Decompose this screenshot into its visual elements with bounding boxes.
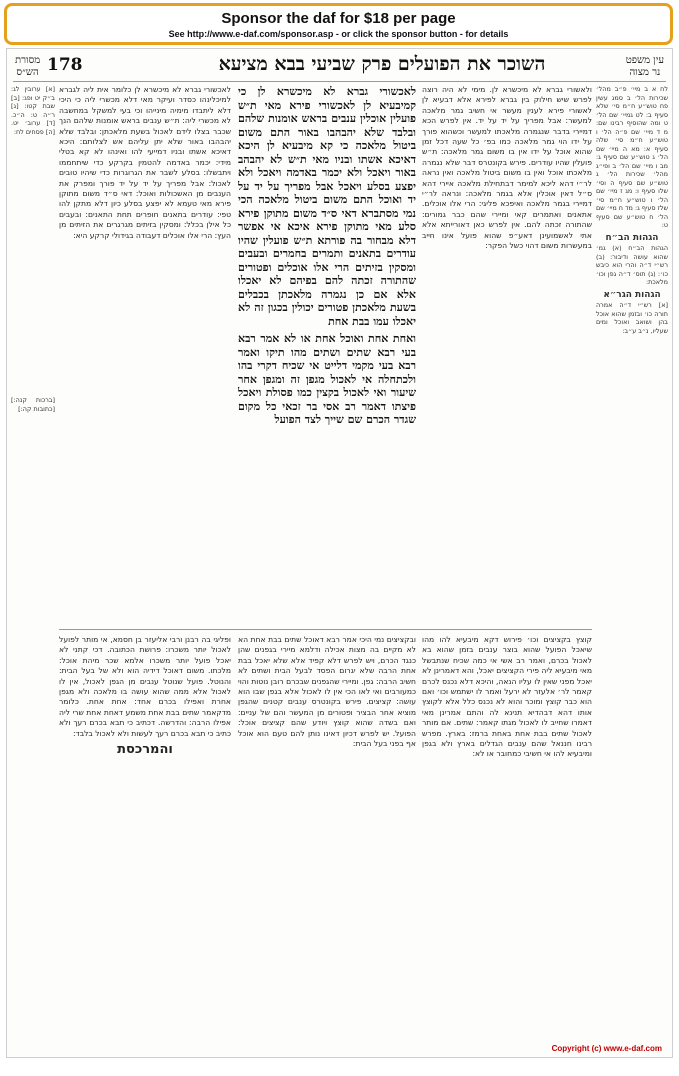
middle-divider: [59, 629, 592, 630]
ein-mishpat-column: [596, 85, 668, 485]
masoret-column: [11, 85, 55, 505]
masoret-text: [א] ערובין לג: ב״ק יט ופג: [ב] שבת קטו: [ג] ר״ה ט: ה״כ. [ד] ערוב׳ יט. [ה] פסחים לח:: [11, 85, 55, 136]
rashi-text: לאכשורי גברא לא מיכשרא לן כלומר אית ליה לגברא למיכלינהו כסדר ועיקר מאי דלא מכשרי ליה כי היכי דלא ליתבדו מימיה מינייהו וכי בעי למשקל במחשבה לא מכשרי ליה: ת״ש ענבים בראש אומנות שלהם הנך שכבר בצלו לידם לאכול בשעת מלאכתן: ובלבד שלא יהבהבו באור שלא יתן עליהם אש לצלותם: היכא דאיכא אשתו ובניו דמייעי להו ואינהו לא קא בטלי מידי: יכמר באדמה להטמין בקרקע כדי שיתחממו ויתבשלו: בסלע לשבר את הגרוגרות כדי שיהיו טובים לאכול: אבל מפריך על יד על יד פורך ומפרק את הענבים מן האשכולות ואוכל: דאי ס״ד משום מתוקן פירא מאי טעמא לא יפצע בסלע כיון דלא מתקן להו טפי: עודרים בתאנים חופרים תחת התאנים: ובעבים כל אילן בכלל: ומסקין בזיתים מגרגרים את הזיתים מן העץ: הרי אלו אוכלים דעבודה בגידולי קרקע היא:: [59, 85, 231, 240]
bottom-middle-commentary: [238, 635, 416, 1040]
sponsor-banner[interactable]: [4, 3, 673, 45]
copyright-link[interactable]: Copyright (c) www.e-daf.com: [551, 1044, 662, 1053]
hagahot-gra-text: [א] רש״י ד״ה אמרה תורה כו׳ ובזמן שהוא אוכל בהן ושואב ואוכל ומים שעליו, נ״ב ע״ב:: [596, 301, 668, 335]
talmud-page: [6, 48, 673, 1058]
masoret-label: מסורת הש״ס: [15, 55, 41, 78]
hagahot-gra-title: הגהות הגר״א: [603, 289, 661, 300]
bottom-right-text: קוצץ בקציצים וכו׳ פירוש דקא מיבעיא להו מהו שיאכל הפועל שהוא בוצר ענבים בזמן שהוא בא לאכול בכרם, ואמר רב אשי אי כמה שכיח שנתבשל מאי מיבעיא ליה פירי הקציצים יאכל, והא דאמרינן לא יאכל מפני שאין לו עליו הנאה, והיכא דלא נכנס לכרם קאמר לר׳ אלעזר לא ירעל ואמר לו ישתמש וכו׳ ואם הוא כבר קוצץ ומוכר והוא לא נכנס כלל אלא לקוצץ אותו דהא דבהדיא תנינא לה והתם אמרינן מאי דאמרו שחייב לו לאכול מגתו קאמר: שתים. אם מותר לאכול שתים בבת אחת באחת ברמז: בארץ. מפרש רבינו חננאל שהם ענבים הגדלים בארץ ולא בגפן ומיבעיא להו אי חשיבי כמחובר או לא:: [422, 635, 592, 759]
gemara-text: לאכשורי גברא לא מיכשרא לן כי קמיבעיא לן לאכשורי פירא מאי ת״ש פועלין אוכלין ענבים בראש אומנות שלהם ובלבד שלא יהבהבו באור התם משום ביטול מלאכה כי קא מיבעיא לן היכא דאיכא אשתו ובניו מאי ת״ש לא יהבהב באור ויאכל ולא יכמר באדמה ויאכל ולא יפצע בסלע ויאכל אבל מפריך על יד על יד ואוכל התם משום ביטול מלאכה הכי נמי מסתברא דאי ס״ד משום מתוקן פירא סלע מאי מתוקן פירא איכא אי אפשר דלא מבחור בה פורתא ת״ש פועלין שהיו עודרים בתאנים ותמרים בחמרים ובעבים ומסקין בזיתים הרי אלו אוכלים ופטורים שהתורה זכתה להם בפיהם לא יאכלו אלא אם כן נגמרה מלאכתן בכבלים בשעת מלאכתן פטורים יכולין בכגון זה לא יאכלו עמו בבת אחת: [238, 85, 416, 328]
header-divider: [13, 81, 666, 82]
page-title: השוכר את הפועלים פרק שביעי בבא מציעא: [218, 53, 546, 75]
sponsor-subtitle[interactable]: See http://www.e-daf.com/sponsor.asp - or click the sponsor button - for details: [168, 29, 509, 39]
page-number: 178: [47, 55, 83, 75]
rashi-column: [59, 85, 231, 625]
hagahot-bach-text: הגהות הב״ח (א) גמ׳ שהוא עושה ודיבור: (ב) רש״י ד״ה והרי הוא כיבש כו׳: (ג) תוס׳ ד״ה גפן וכו׳ מלאכת:: [596, 244, 668, 286]
bottom-heading: והמרכסת: [117, 742, 173, 758]
gemara-text-continued: ואחת אחת ואוכל אחת או לא אמר רבא בעי רבא שתים ושתים מהו תיקו ואמר רבא בעי מקמי דלייט אי שכיח דקרי בהו ולכתחלה אי לאכול מגפן זה ומגפן אחר שיעור ואי לאכול בקצין כמו פסולת ויאכל פיצתו דאמר רב אסי בר זכאי כל מקום שגדר הכרם שם שייך לצד הפועל: [238, 332, 416, 426]
gemara-column: [238, 85, 416, 625]
tosafot-text: ולאשורי גברא לא מיכשרא לן. מימי לא היה רוצה לפרש שיש חילוק בין גברא לפירא אלא דבעיא לן לאשורי פירא לענין מעשר אי חשיב גמר מלאכה למעשר: אבל מפריך על יד על יד. אין לפרש הכא דמיירי בדבר שנגמרה מלאכתו למעשר וכשהוא פורך על ידו הוי גמר מלאכה כמו בפ׳ כל שעה דכל זמן שהוא אוכל על ידו אין בו משום גמר מלאכה: ת״ש פועלין שהיו עודרים. פירש בקונטרס דבר שלא נגמרה מלאכתו אוכל ואין בו משום ביטול מלאכה ואין נראה לר״י דהא ליכא למימר דבתחילת מלאכה איירי דהא ס״ל דאין אוכלין אלא בגמר מלאכה: ונראה לר״י דמיירי בגמר מלאכה ואיפכא פליגי: הרי אלו אוכלים. אתאנים ואתמרים קאי ומיירי שהם כבר גמורים: שהתורה זכתה להם. אין לפרש כאן דאורייתא אלא אתי לאשמועינן דאע״פ שהוא פועל אינו חייב במעשרות משום דהוי כשל הפקר:: [422, 85, 592, 251]
hagahot-bach-title: הגהות הב״ח: [605, 232, 659, 243]
tosafot-column: [422, 85, 592, 625]
sponsor-title[interactable]: Sponsor the daf for $18 per page: [221, 10, 456, 27]
bottom-left-commentary: [59, 635, 231, 1040]
bottom-left-text: ופליגי בה רבנן ורבי אליעזר בן חסמא, אי מותר לפועל לאכול יותר משכרו: פרושת הכתובה. דכי קתני לא יאכל פועל יותר משכרו אלמא שכר מיהת אוכל: מלכתו. משום דאוכל דידיה הוא ולא של בעל הבית: והנוטל. פועל שנוטל ענבים מן הגפן לאכול, אין לו לאכול אלא ממה שהוא עושה בו מלאכה ולא מגפן אחרת ואפילו בכרם אחד: אחת אחת. כלומר מדקאמר שתים בבת אחת משמע דאחת אחת שרי ליה אפילו הרבה: והדרשה. דכתיב כי תבא בכרם רעך ולא כתיב כי תבא בכרם רעך לעשות ולא לאכול בלבד:: [59, 635, 231, 738]
ein-mishpat-label: עין משפט נר מצוה: [625, 55, 664, 78]
bottom-middle-text: ובקציצים נמי היכי אמר רבא דאוכל שתים בבת אחת הא לא מקיים בה מצות אכילה ודלמא מיירי בגפנים שהן כנגד הכרם, ויש לפרש דלא קפיד אלא שלא יאכל בבת אחת הרבה שלא יגרום הפסד לבעל הבית ושתים לא חשיב הרבה: גפן. ומיירי שהגפנים שבכרם רובן נוטות והוי כמעורבים ואי לאו הכי אין לו לאכול אלא בגפן שבו הוא עושה: קציצים. פירש בקונטרס ענבים קטנים שהגפן מוציא אחר הבציר ופטורים מן המעשר והם של עניים: ואם בשדה שהוא קוצץ ויודע שהם קציצים אוכל: הפועל. יש לפרש דכיון דאינו נותן להם טעם הוא אוכל אף בפני בעל הבית:: [238, 635, 416, 749]
side-note: [ברכות קנה:] [כתובות קה:]: [11, 396, 55, 413]
bottom-right-commentary: [422, 635, 592, 1040]
page-header: [7, 53, 672, 79]
ein-mishpat-text: לח א ב מיי׳ פ״ב מהל׳ שכירות הל׳ ב סמג עשין פח טוש״ע ח״מ סי׳ שלא סעיף ב: לט גמיי׳ שם הל׳ ט ומה שהוסיף רבינו שם: מ ד מיי׳ שם פ״ה הל׳ ו טוש״ע ח״מ סי׳ שלה סעיף א: מא ה מיי׳ שם הל׳ ג טוש״ע שם סעיף ג: מב ו מיי׳ שם הל׳ ב ופי״ג מהל׳ שכירות הל׳ ג טוש״ע שם סעיף ה וסי׳ שלו סעיף ו: מג ז מיי׳ שם הל׳ ו טוש״ע ח״מ סי׳ שלז סעיף ג: מד ח מיי׳ שם הל׳ ח טוש״ע שם סעיף ט:: [596, 85, 668, 229]
